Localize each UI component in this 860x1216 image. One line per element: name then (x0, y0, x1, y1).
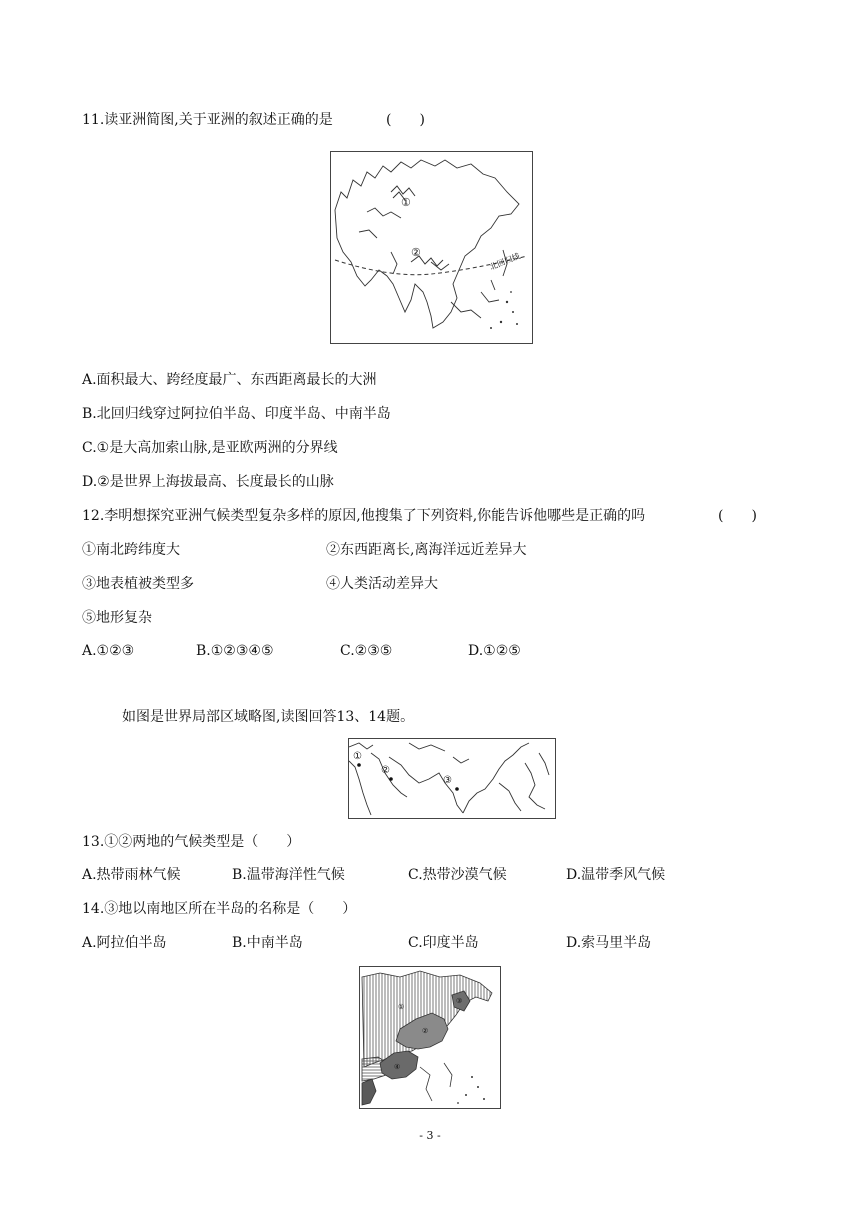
asia-region-map-drawing (360, 967, 499, 1107)
tropic-of-cancer-label: 北回归线 (488, 251, 522, 272)
regional-map (348, 738, 556, 819)
q13-option-c: C.热带沙漠气候 (408, 867, 507, 883)
asia-region-map (359, 966, 501, 1109)
q12-option-a: A.①②③ (82, 643, 135, 659)
asia-region-map-mark-4: ④ (394, 1063, 401, 1071)
asia-map-drawing (331, 152, 531, 342)
q12-item-3: ③地表植被类型多 (82, 576, 194, 592)
regional-map-mark-3: ③ (443, 775, 452, 786)
q12-option-c: C.②③⑤ (340, 643, 393, 659)
regional-map-mark-2: ② (381, 765, 390, 776)
q11-stem: 11.读亚洲简图,关于亚洲的叙述正确的是 (82, 112, 333, 128)
q12-option-b: B.①②③④⑤ (196, 643, 274, 659)
asia-map-mark-2: ② (411, 246, 421, 259)
q11-answer-blank: ( ) (386, 112, 425, 128)
asia-map (330, 151, 533, 344)
q14-option-d: D.索马里半岛 (566, 935, 652, 951)
page-number: - 3 - (419, 1129, 441, 1142)
q14-option-c: C.印度半岛 (408, 935, 479, 951)
q11-option-b: B.北回归线穿过阿拉伯半岛、印度半岛、中南半岛 (82, 406, 391, 422)
q11-option-a: A.面积最大、跨经度最广、东西距离最长的大洲 (82, 372, 377, 388)
q11-option-d: D.②是世界上海拔最高、长度最长的山脉 (82, 474, 334, 490)
q13-stem: 13.①②两地的气候类型是（ ） (82, 834, 301, 850)
q12-item-2: ②东西距离长,离海洋远近差异大 (326, 542, 527, 558)
regional-map-drawing (349, 739, 554, 817)
asia-region-map-mark-2: ② (422, 1027, 429, 1035)
q12-item-4: ④人类活动差异大 (326, 576, 438, 592)
q14-stem: 14.③地以南地区所在半岛的名称是（ ） (82, 901, 357, 917)
asia-map-mark-1: ① (401, 196, 411, 209)
q12-stem: 12.李明想探究亚洲气候类型复杂多样的原因,他搜集了下列资料,你能告诉他哪些是正确的吗 (82, 508, 646, 524)
q12-item-5: ⑤地形复杂 (82, 610, 152, 626)
asia-region-map-mark-3: ③ (456, 997, 463, 1005)
regional-map-mark-1: ① (353, 751, 362, 762)
q14-option-a: A.阿拉伯半岛 (82, 935, 167, 951)
q13-option-d: D.温带季风气候 (566, 867, 666, 883)
q13-option-b: B.温带海洋性气候 (232, 867, 345, 883)
q13-14-intro: 如图是世界局部区域略图,读图回答13、14题。 (122, 709, 415, 725)
q13-option-a: A.热带雨林气候 (82, 867, 181, 883)
q11-option-c: C.①是大高加索山脉,是亚欧两洲的分界线 (82, 440, 338, 456)
q12-item-1: ①南北跨纬度大 (82, 542, 180, 558)
q14-option-b: B.中南半岛 (232, 935, 303, 951)
q12-option-d: D.①②⑤ (468, 643, 521, 659)
q12-answer-blank: ( ) (718, 508, 757, 524)
asia-region-map-mark-1: ① (398, 1003, 405, 1011)
